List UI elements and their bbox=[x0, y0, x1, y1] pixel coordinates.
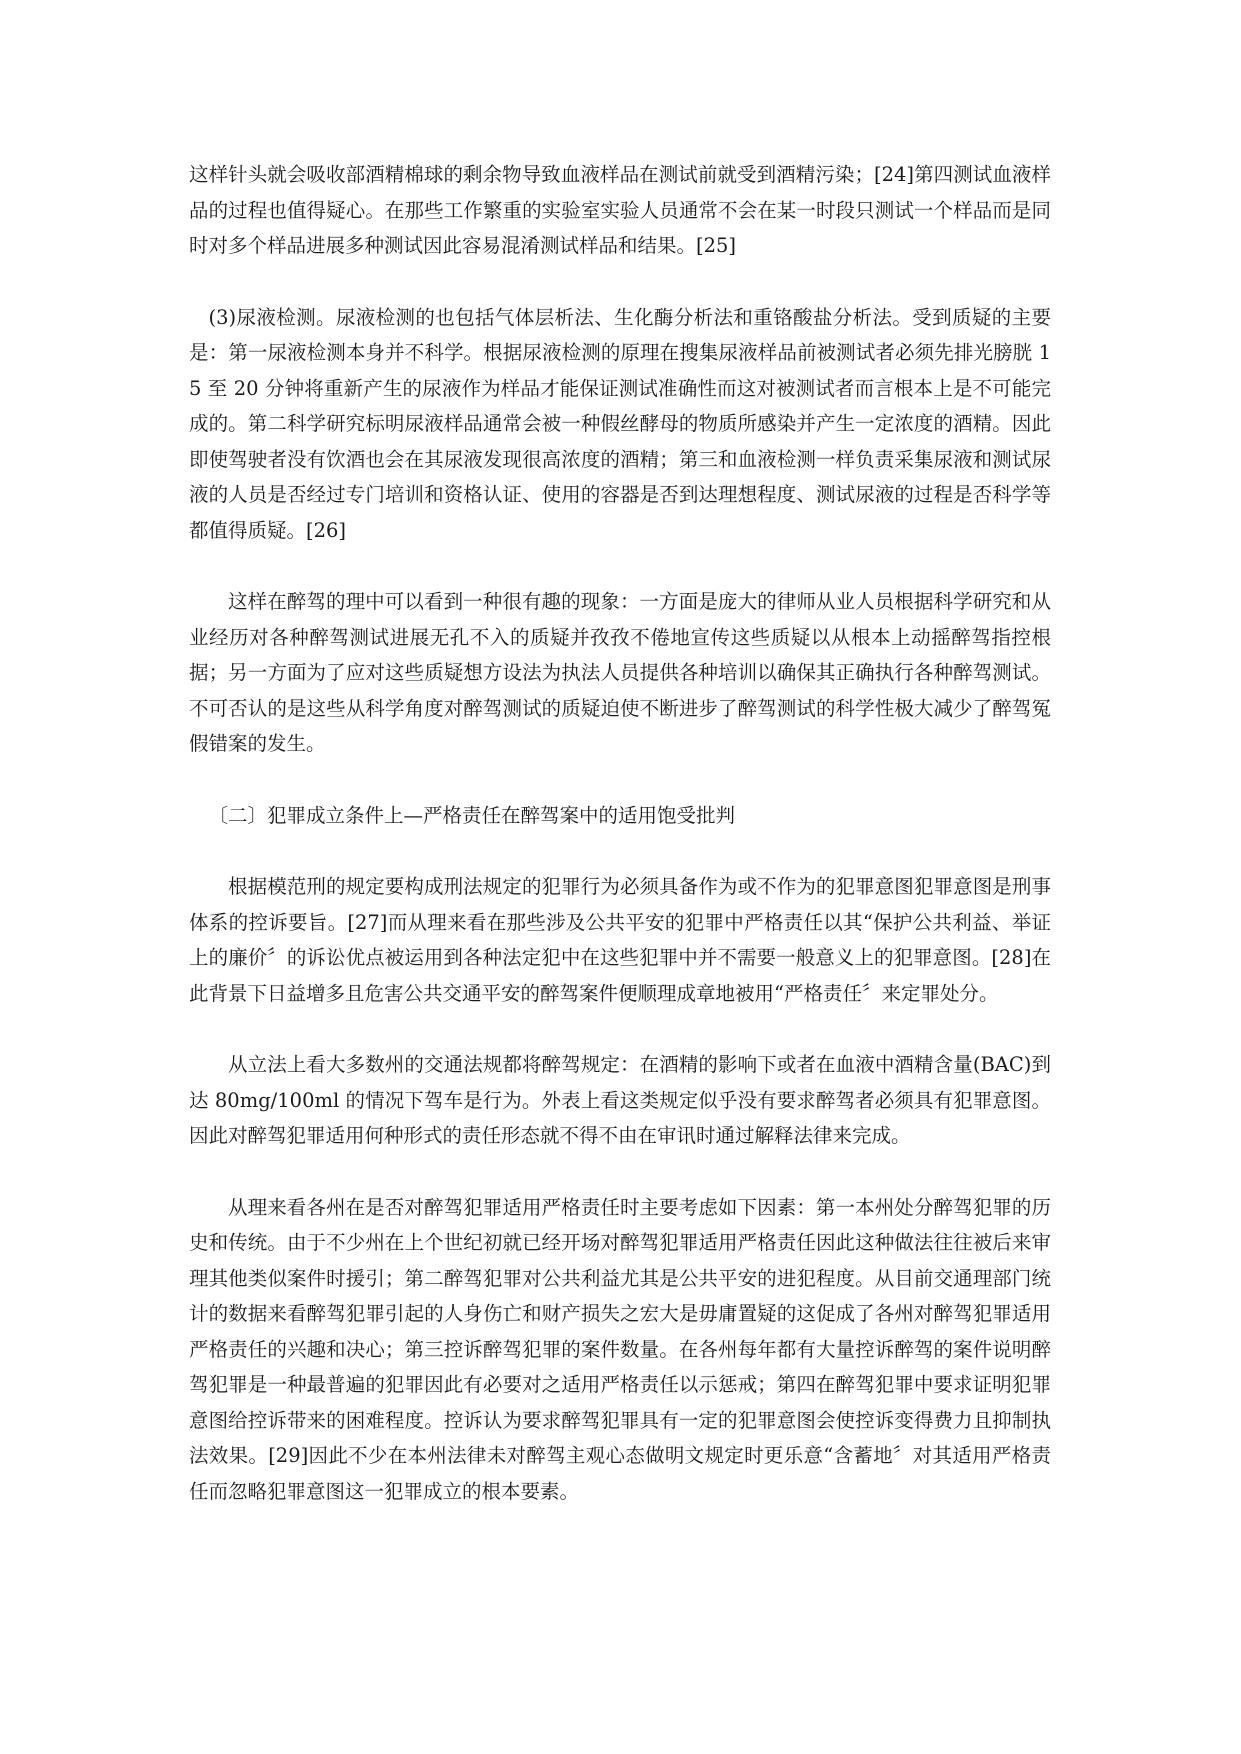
paragraph-model-penal-code: 根据模范刑的规定要构成刑法规定的犯罪行为必须具备作为或不作为的犯罪意图犯罪意图是刑事体系的控诉要旨。[27]而从理来看在那些涉及公共平安的犯罪中严格责任以其“保护公共利益、举证上的廉价〞的诉讼优点被运用到各种法定犯中在这些犯罪中并不需要一般意义上的犯罪意图。[28]在此背景下日益增多且危害公共交通平安的醉驾案件便顺理成章地被用“严格责任〞来定罪处分。 bbox=[189, 875, 1051, 1005]
paragraph-legislation: 从立法上看大多数州的交通法规都将醉驾规定：在酒精的影响下或者在血液中酒精含量(BAC)到达 80mg/100ml 的情况下驾车是行为。外表上看这类规定似乎没有要求醉驾者必须具有犯罪意图。因此对醉驾犯罪适用何种形式的责任形态就不得不由在审讯时通过解释法律来完成。 bbox=[189, 1053, 1051, 1147]
section-heading-strict-liability: 〔二〕犯罪成立条件上—严格责任在醉驾案中的适用饱受批判 bbox=[208, 803, 736, 827]
paragraph-urine-test: (3)尿液检测。尿液检测的也包括气体层析法、生化酶分析法和重铬酸盐分析法。受到质疑的主要是：第一尿液检测本身并不科学。根据尿液检测的原理在搜集尿液样品前被测试者必须先排光膀胱 15 至 20 分钟将重新产生的尿液作为样品才能保证测试准确性而这对被测试者而言根本上是不可能完成的。第二科学研究标明尿液样品通常会被一种假丝酵母的物质所感染并产生一定浓度的酒精。因此即使驾驶者没有饮酒也会在其尿液发现很高浓度的酒精；第三和血液检测一样负责采集尿液和测试尿液的人员是否经过专门培训和资格认证、使用的容器是否到达理想程度、测试尿液的过程是否科学等都值得质疑。[26] bbox=[189, 305, 1051, 542]
document-body bbox=[189, 157, 1051, 1545]
paragraph-interesting-phenomenon: 这样在醉驾的理中可以看到一种很有趣的现象：一方面是庞大的律师从业人员根据科学研究和从业经历对各种醉驾测试进展无孔不入的质疑并孜孜不倦地宣传这些质疑以从根本上动摇醉驾指控根据；另一方面为了应对这些质疑想方设法为执法人员提供各种培训以确保其正确执行各种醉驾测试。不可否认的是这些从科学角度对醉驾测试的质疑迫使不断进步了醉驾测试的科学性极大减少了醉驾冤假错案的发生。 bbox=[189, 590, 1051, 755]
paragraph-blood-test-contamination: 这样针头就会吸收部酒精棉球的剩余物导致血液样品在测试前就受到酒精污染；[24]第四测试血液样品的过程也值得疑心。在那些工作繁重的实验室实验人员通常不会在某一时段只测试一个样品而是同时对多个样品进展多种测试因此容易混淆测试样品和结果。[25] bbox=[189, 163, 1051, 257]
paragraph-factors: 从理来看各州在是否对醉驾犯罪适用严格责任时主要考虑如下因素：第一本州处分醉驾犯罪的历史和传统。由于不少州在上个世纪初就已经开场对醉驾犯罪适用严格责任因此这种做法往往被后来审理其他类似案件时援引；第二醉驾犯罪对公共利益尤其是公共平安的进犯程度。从目前交通理部门统计的数据来看醉驾犯罪引起的人身伤亡和财产损失之宏大是毋庸置疑的这促成了各州对醉驾犯罪适用严格责任的兴趣和决心；第三控诉醉驾犯罪的案件数量。在各州每年都有大量控诉醉驾的案件说明醉驾犯罪是一种最普遍的犯罪因此有必要对之适用严格责任以示惩戒；第四在醉驾犯罪中要求证明犯罪意图给控诉带来的困难程度。控诉认为要求醉驾犯罪具有一定的犯罪意图会使控诉变得费力且抑制执法效果。[29]因此不少在本州法律未对醉驾主观心态做明文规定时更乐意“含蓄地〞对其适用严格责任而忽略犯罪意图这一犯罪成立的根本要素。 bbox=[189, 1195, 1051, 1503]
